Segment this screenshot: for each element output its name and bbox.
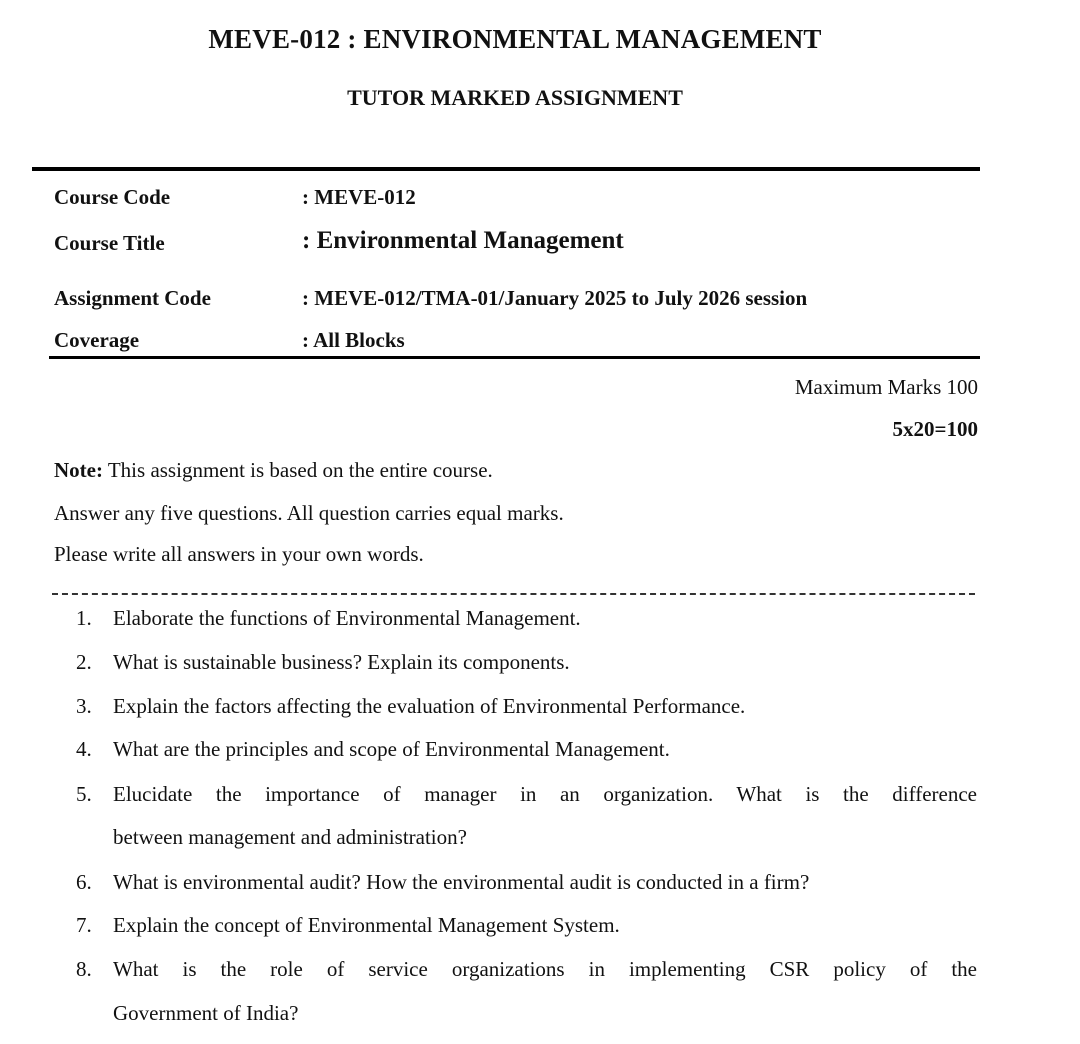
question-text: What are the principles and scope of Environmental Management. [113, 737, 670, 761]
question-number: 1. [76, 606, 92, 630]
question-text-continued: Government of India? [113, 1001, 299, 1025]
question-number: 2. [76, 650, 92, 674]
question-text: Explain the factors affecting the evaluation of Environmental Performance. [113, 694, 746, 718]
course-code-label: Course Code [54, 185, 171, 209]
bottom-divider [49, 356, 980, 359]
note-line-1 [54, 458, 493, 483]
question-number: 4. [76, 737, 92, 761]
course-title-label: Course Title [54, 231, 165, 255]
assignment-code-value: : MEVE-012/TMA-01/January 2025 to July 2026 session [302, 286, 808, 310]
question-number: 3. [76, 694, 92, 718]
question-text-continued: between management and administration? [113, 825, 467, 849]
note-label: Note: [54, 458, 103, 482]
course-code-value: : MEVE-012 [302, 185, 416, 209]
question-text: Explain the concept of Environmental Management System. [113, 913, 620, 937]
question-number: 5. [76, 782, 92, 806]
assignment-code-label: Assignment Code [54, 286, 211, 310]
document-subtitle: TUTOR MARKED ASSIGNMENT [347, 85, 683, 110]
question-text: What is the role of service organizations in implementing CSR policy of the [113, 957, 977, 981]
question-text: Elucidate the importance of manager in an organization. What is the difference [113, 782, 977, 806]
course-title-value: : Environmental Management [302, 227, 624, 254]
note-line-3: Please write all answers in your own words. [54, 542, 424, 566]
marks-breakdown: 5x20=100 [892, 417, 978, 441]
question-text: What is sustainable business? Explain its components. [113, 650, 570, 674]
coverage-value: : All Blocks [302, 328, 405, 352]
question-number: 7. [76, 913, 92, 937]
top-divider [32, 167, 980, 171]
question-number: 8. [76, 957, 92, 981]
coverage-label: Coverage [54, 328, 140, 352]
question-text: What is environmental audit? How the environmental audit is conducted in a firm? [113, 870, 810, 894]
dashed-separator [52, 593, 975, 595]
maximum-marks: Maximum Marks 100 [794, 375, 978, 399]
question-number: 6. [76, 870, 92, 894]
question-text: Elaborate the functions of Environmental Management. [113, 606, 581, 630]
document-title: MEVE-012 : ENVIRONMENTAL MANAGEMENT [208, 24, 822, 54]
note-text: This assignment is based on the entire course. [102, 458, 493, 482]
note-line-2: Answer any five questions. All question carries equal marks. [54, 501, 564, 525]
